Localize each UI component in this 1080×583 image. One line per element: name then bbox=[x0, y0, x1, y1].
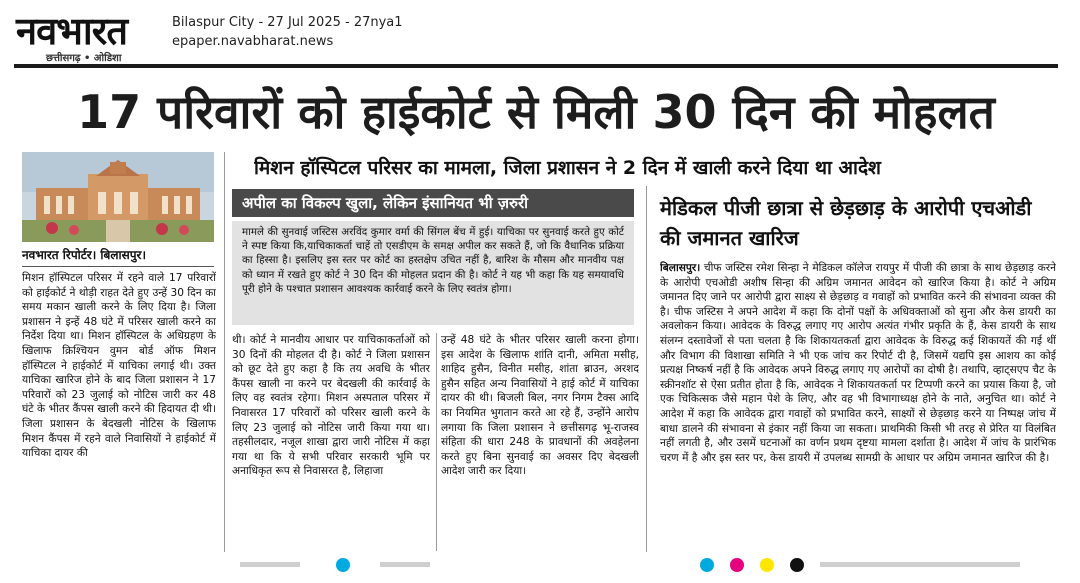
subheadline: मिशन हॉस्पिटल परिसर का मामला, जिला प्रशासन ने 2 दिन में खाली करने दिया था आदेश bbox=[254, 157, 881, 179]
high-court-building-photo bbox=[22, 152, 214, 242]
right-story-text: चीफ जस्टिस रमेश सिन्हा ने मेडिकल कॉलेज रायपुर में पीजी की छात्रा के साथ छेड़छाड़ करने के आरोपी एचओडी अशीष सिन्हा की अग्रिम जमानत आवेदन को खारिज किया है। कोर्ट ने अग्रिम जमानत दिए जाने पर आरोपी द्वारा साक्ष्य से छेड़छाड़ व गवाहों को प्रभावित करने की संभावना व्यक्त की है। चीफ जस्टिस ने अपने आदेश में कहा कि दोनों पक्षों के अधिवक्ताओं को सुना और केस डायरी का अवलोकन किया। आवेदक के विरुद्ध लगाए गए आरोप अत्यंत गंभीर प्रकृति के हैं, केस डायरी के साथ संलग्न दस्तावेजों से पता चलता है कि शिकायतकर्ता द्वारा आवेदक के विरुद्ध कई शिकायतें की गई थीं और विभाग की विशाखा समिति ने भी एक जांच कर रिपोर्ट दी है, जिसमें यद्यपि इस आशय का कोई प्रत्यक्ष निष्कर्ष नहीं है कि आवेदक अपने विरुद्ध लगाए गए आरोपों का दोषी है। तथापि, व्हाट्सएप चैट के स्क्रीनशॉट से ऐसा प्रतीत होता है कि, आवेदक ने शिकायतकर्ता पर टिप्पणी करने का प्रयास किया है, जो एक चिकित्सक जैसे महान पेशे के लिए, और वह भी विभागाध्यक्ष होने के नाते, अनुचित था। कोर्ट ने आदेश में कहा कि आवेदक द्वारा गवाहों को प्रभावित करने, साक्ष्यों से छेड़छाड़ करने या निष्पक्ष जांच में बाधा डालने की संभावना से इंकार नहीं किया जा सकता। प्राथमिकी किसी भी तरह से प्रेरित या विलंबित नहीं लगती है, और उसमें घटनाओं का वर्णन प्रथम दृष्टया मामला दर्शाता है। आदेश में जांच के प्रारंभिक चरण में है और इस स्तर पर, केस डायरी में उपलब्ध सामग्री के आधार पर अग्रिम जमानत खारिज की है। bbox=[660, 262, 1056, 464]
left-column-body: मिशन हॉस्पिटल परिसर में रहने वाले 17 परिवारों को हाईकोर्ट ने थोड़ी राहत देते हुए उन्हें 30 दिन का समय मकान खाली करने के लिए दिया है। जिला प्रशासन ने इन्हें 48 घंटे में परिसर खाली करने का निर्देश दिया था। मिशन हॉस्पिटल के अधिग्रहण के खिलाफ क्रिश्चियन वुमन बोर्ड ऑफ मिशन हॉस्पिटल ने हाईकोर्ट में याचिका लगाई थी। उक्त याचिका खारिज होने के बाद जिला प्रशासन ने 17 परिवारों को 23 जुलाई को नोटिस जारी कर 48 घंटे के भीतर कैंपस खाली करने की हिदायत दी थी। जिला प्रशासन के बेदखली नोटिस के खिलाफ मिशन कैंपस में रहने वाले निवासियों ने हाईकोर्ट में याचिका दायर की bbox=[22, 272, 216, 460]
edition-line: Bilaspur City - 27 Jul 2025 - 27nya1 bbox=[172, 15, 403, 30]
black-registration-mark-icon bbox=[790, 558, 804, 572]
cyan-registration-mark-icon bbox=[336, 558, 350, 572]
right-story-dateline: बिलासपुर। bbox=[660, 262, 701, 274]
right-story-body bbox=[660, 261, 1056, 551]
logo-subtitle: छत्तीसगढ़ • ओडिशा bbox=[46, 53, 122, 64]
magenta-registration-mark-icon bbox=[730, 558, 744, 572]
column-separator bbox=[646, 186, 647, 552]
right-story-headline: मेडिकल पीजी छात्रा से छेड़छाड़ के आरोपी एचओडी की जमानत खारिज bbox=[660, 196, 1032, 250]
registration-bar bbox=[240, 562, 300, 567]
newspaper-logo: नवभारत bbox=[16, 9, 127, 53]
masthead-rule bbox=[14, 64, 1058, 68]
column-separator bbox=[224, 152, 225, 552]
box-body: मामले की सुनवाई जस्टिस अरविंद कुमार वर्मा की सिंगल बेंच में हुई। याचिका पर सुनवाई करते हुए कोर्ट ने स्पष्ट किया कि,याचिकाकर्ता चाहें तो एसडीएम के समक्ष अपील कर सकते हैं, जो कि वैधानिक प्रक्रिया का हिस्सा है। इसलिए इस स्तर पर कोर्ट का हस्तक्षेप उचित नहीं है, बारिश के मौसम और मानवीय पक्ष को ध्यान में रखते हुए कोर्ट ने 30 दिन की मोहलत प्रदान की है। कोर्ट ने यह भी कहा कि यह समयावधि पूरी होने के पश्चात प्रशासन आवश्यक कार्रवाई करने के लिए स्वतंत्र होगा। bbox=[232, 221, 634, 325]
middle-column-1: थी। कोर्ट ने मानवीय आधार पर याचिकाकर्ताओं को 30 दिनों की मोहलत दी है। कोर्ट ने जिला प्रशासन को छूट देते हुए कहा है कि तय अवधि के भीतर कैंपस खाली ना करने पर बेदखली की कार्रवाई के लिए वह स्वतंत्र रहेगा। मिशन अस्पताल परिसर में निवासरत 17 परिवारों को परिसर खाली करने के लिए 23 जुलाई को नोटिस जारी किया गया था। तहसीलदार, नजूल शाखा द्वारा जारी नोटिस में कहा गया था कि ये सभी परिवार सरकारी भूमि पर अनाधिकृत रूप से निवासरत है, लिहाजा bbox=[232, 334, 430, 478]
byline: नवभारत रिपोर्टर। बिलासपुर। bbox=[22, 248, 147, 262]
registration-bar bbox=[380, 562, 430, 567]
column-separator bbox=[436, 333, 437, 551]
middle-column-2: उन्हें 48 घंटे के भीतर परिसर खाली करना होगा। इस आदेश के खिलाफ शांति दानी, अमिता मसीह, शाहिद हुसैन, विनीत मसीह, शांता ब्राउन, अरशद हुसैन सहित अन्य निवासियों ने हाई कोर्ट में याचिका दायर की थी। बिजली बिल, नगर निगम टैक्स आदि का नियमित भुगतान करते आ रहे हैं, उन्होंने आरोप लगाया कि जिला प्रशासन ने छत्तीसगढ़ भू-राजस्व संहिता की धारा 248 के प्रावधानों की अवहेलना करते हुए बिना सुनवाई का अवसर दिए बेदखली आदेश जारी कर दिया। bbox=[441, 334, 639, 478]
yellow-registration-mark-icon bbox=[760, 558, 774, 572]
masthead bbox=[0, 0, 1080, 64]
byline-rule bbox=[22, 266, 214, 267]
cyan-registration-mark-icon bbox=[700, 558, 714, 572]
box-heading: अपील का विकल्प खुला, लेकिन इंसानियत भी ज़रुरी bbox=[232, 189, 634, 217]
registration-bar bbox=[820, 562, 1020, 567]
main-headline: 17 परिवारों को हाईकोर्ट से मिली 30 दिन की मोहलत bbox=[77, 85, 995, 139]
epaper-url: epaper.navabharat.news bbox=[172, 34, 334, 49]
